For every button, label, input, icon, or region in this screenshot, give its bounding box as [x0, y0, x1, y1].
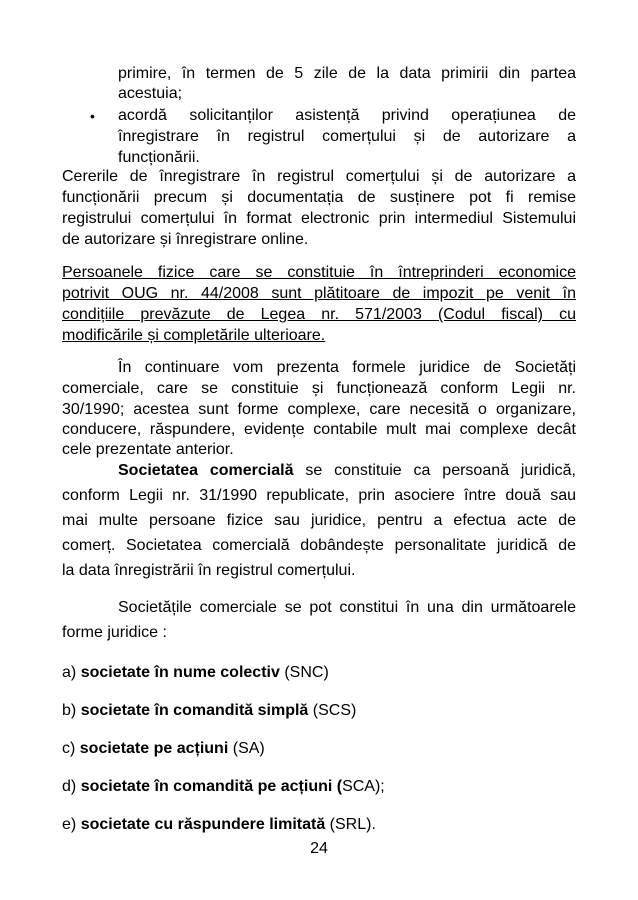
- bold-term: Societatea comercială: [118, 462, 294, 479]
- page-number: 24: [310, 840, 328, 857]
- bullet-2-line-3: funcționării.: [118, 149, 200, 166]
- para1-line-4: de autorizare și înregistrare online.: [62, 231, 309, 248]
- para4-line-2: conform Legii nr. 31/1990 republicate, prin asociere între două sau: [62, 487, 576, 504]
- para5-line-2: forme juridice :: [62, 624, 167, 641]
- bullet-marker: •: [90, 108, 95, 124]
- list-item: b) societate în comandită simplă (SCS): [62, 702, 357, 719]
- para4-line-1: [118, 461, 576, 481]
- para4-line-3: mai multe persoane fizice sau juridice, pentru a efectua acte de: [62, 512, 576, 529]
- para3-line-2: comerciale, care se constituie și funcționează conform Legii nr.: [62, 380, 576, 397]
- para2-line-4: modificările și completările ulterioare.: [62, 327, 326, 344]
- bullet-2-line-2: înregistrare în registrul comerțului și de autorizare a: [118, 128, 576, 145]
- para4-line-1-rest: se constituie ca persoană juridică,: [305, 462, 576, 479]
- para5-line-1: Societățile comerciale se pot constitui în una din următoarele: [118, 599, 576, 616]
- para4-line-4: comerț. Societatea comercială dobândește personalitate juridică de: [62, 537, 576, 554]
- para3-line-1: În continuare vom prezenta formele juridice de Societăți: [118, 359, 576, 376]
- para2-line-1: Persoanele fizice care se constituie în întreprinderi economice: [62, 264, 576, 281]
- para1-line-3: registrului comerțului în format electronic prin intermediul Sistemului: [62, 210, 576, 227]
- bullet-1-continuation-line-1: primire, în termen de 5 zile de la data primirii din partea: [118, 65, 576, 82]
- bullet-2-line-1: acordă solicitanților asistență privind operațiunea de: [118, 107, 576, 124]
- list-item: d) societate în comandită pe acțiuni (SCA);: [62, 778, 385, 795]
- list-item: a) societate în nume colectiv (SNC): [62, 664, 329, 681]
- bullet-1-continuation-line-2: acestuia;: [118, 85, 183, 102]
- list-item: e) societate cu răspundere limitată (SRL).: [62, 816, 376, 833]
- para3-line-4: conducere, răspundere, evidențe contabile mult mai complexe decât: [62, 421, 576, 438]
- list-item: c) societate pe acțiuni (SA): [62, 740, 265, 757]
- para1-line-2: funcționării precum și documentația de susținere pot fi remise: [62, 189, 576, 206]
- para3-line-3: 30/1990; acestea sunt forme complexe, care necesită o organizare,: [62, 401, 576, 418]
- para3-line-5: cele prezentate anterior.: [62, 441, 234, 458]
- para2-line-2: potrivit OUG nr. 44/2008 sunt plătitoare de impozit pe venit în: [62, 285, 576, 302]
- para4-line-5: la data înregistrării în registrul comerțului.: [62, 562, 356, 579]
- para2-line-3: condițiile prevăzute de Legea nr. 571/2003 (Codul fiscal) cu: [62, 306, 576, 323]
- para1-line-1: Cererile de înregistrare în registrul comerțului și de autorizare a: [62, 168, 576, 185]
